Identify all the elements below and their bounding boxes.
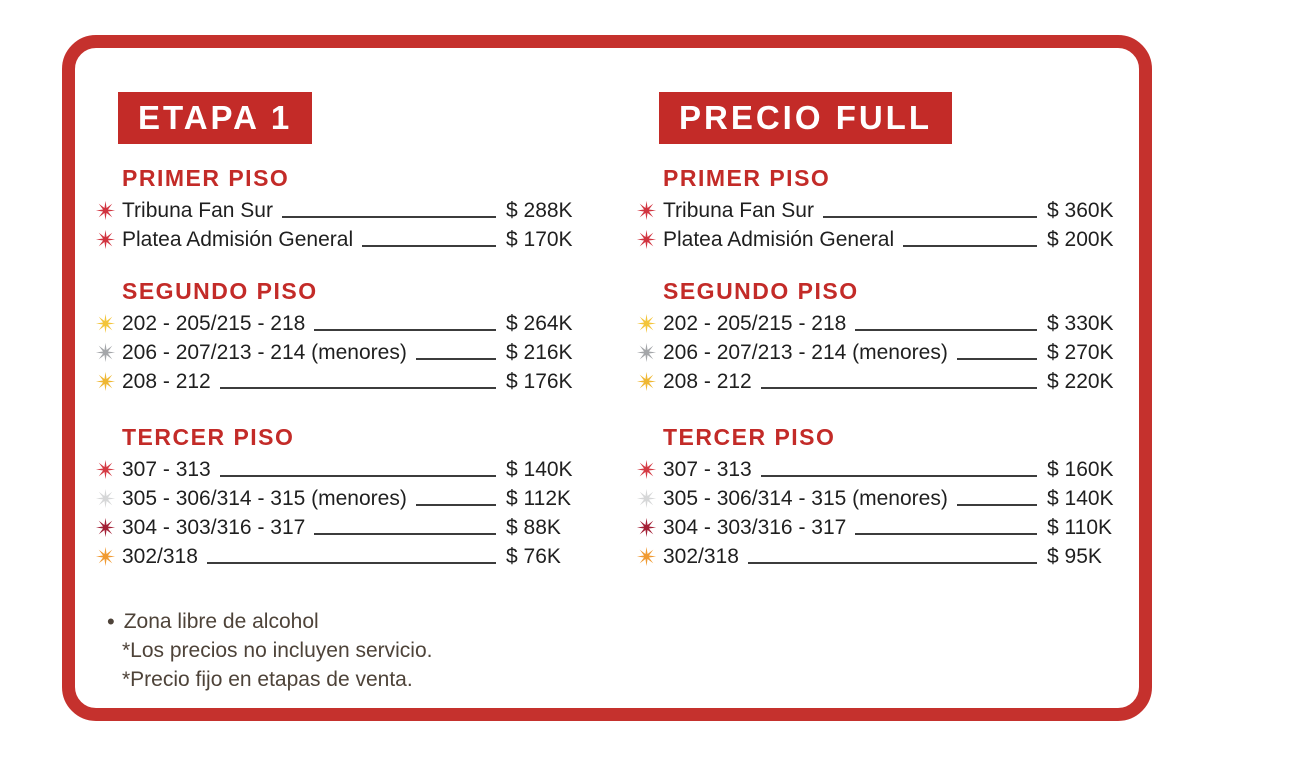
price-value: $ 220K	[1047, 369, 1114, 393]
price-value: $ 110K	[1047, 515, 1112, 539]
footer-line-alcohol	[95, 607, 1139, 636]
zone-star-icon	[636, 342, 657, 363]
price-value: $ 288K	[506, 198, 573, 222]
zone-label: 304 - 303/316 - 317	[122, 515, 306, 539]
section-segundo-piso	[636, 278, 1139, 396]
leader-line	[748, 549, 1037, 564]
price-value: $ 160K	[1047, 457, 1114, 481]
section-title: PRIMER PISO	[122, 165, 290, 191]
price-value: $ 216K	[506, 340, 573, 364]
zone-star-icon	[95, 342, 116, 363]
price-value: $ 76K	[506, 544, 561, 568]
zone-star-icon	[636, 200, 657, 221]
section-title: TERCER PISO	[663, 424, 836, 450]
price-row	[95, 225, 598, 254]
price-value: $ 270K	[1047, 340, 1114, 364]
zone-label: Platea Admisión General	[122, 227, 354, 251]
leader-line	[282, 203, 496, 218]
leader-line	[220, 462, 496, 477]
zone-star-icon	[636, 229, 657, 250]
zone-label: 208 - 212	[663, 369, 752, 393]
price-row	[636, 513, 1139, 542]
zone-label: 208 - 212	[122, 369, 211, 393]
leader-line	[416, 345, 496, 360]
price-card	[62, 35, 1152, 721]
price-value: $ 170K	[506, 227, 573, 251]
zone-star-icon	[636, 488, 657, 509]
price-value: $ 360K	[1047, 198, 1114, 222]
price-value: $ 264K	[506, 311, 573, 335]
column-header-etapa-1: ETAPA 1	[118, 92, 312, 144]
section-tercer-piso	[95, 424, 598, 571]
bullet-dot: •	[107, 609, 115, 634]
zone-star-icon	[95, 229, 116, 250]
price-row	[95, 367, 598, 396]
leader-line	[957, 491, 1037, 506]
footer-line-servicio: *Los precios no incluyen servicio.	[122, 639, 433, 662]
price-value: $ 200K	[1047, 227, 1114, 251]
leader-line	[362, 232, 496, 247]
zone-label: 206 - 207/213 - 214 (menores)	[122, 340, 407, 364]
zone-label: 202 - 205/215 - 218	[122, 311, 306, 335]
zone-star-icon	[95, 371, 116, 392]
leader-line	[855, 316, 1037, 331]
footer-text: Zona libre de alcohol	[123, 610, 319, 633]
price-row	[636, 484, 1139, 513]
leader-line	[314, 316, 496, 331]
section-title: SEGUNDO PISO	[663, 278, 859, 304]
zone-label: 307 - 313	[122, 457, 211, 481]
zone-label: Tribuna Fan Sur	[122, 198, 273, 222]
zone-label: 302/318	[122, 544, 198, 568]
price-row	[95, 338, 598, 367]
price-row	[95, 196, 598, 225]
price-row	[636, 455, 1139, 484]
section-title: PRIMER PISO	[663, 165, 831, 191]
zone-star-icon	[95, 488, 116, 509]
leader-line	[416, 491, 496, 506]
leader-line	[314, 520, 496, 535]
price-row	[95, 513, 598, 542]
leader-line	[823, 203, 1037, 218]
zone-label: 305 - 306/314 - 315 (menores)	[122, 486, 407, 510]
zone-star-icon	[95, 546, 116, 567]
leader-line	[761, 374, 1037, 389]
leader-line	[957, 345, 1037, 360]
zone-star-icon	[636, 459, 657, 480]
section-primer-piso	[636, 165, 1139, 254]
price-value: $ 95K	[1047, 544, 1102, 568]
zone-star-icon	[95, 459, 116, 480]
zone-label: 305 - 306/314 - 315 (menores)	[663, 486, 948, 510]
zone-star-icon	[636, 313, 657, 334]
zone-label: 206 - 207/213 - 214 (menores)	[663, 340, 948, 364]
price-row	[95, 542, 598, 571]
leader-line	[207, 549, 496, 564]
footer-notes	[95, 607, 1139, 694]
section-title: SEGUNDO PISO	[122, 278, 318, 304]
zone-label: 202 - 205/215 - 218	[663, 311, 847, 335]
zone-label: Tribuna Fan Sur	[663, 198, 814, 222]
price-value: $ 140K	[506, 457, 573, 481]
zone-star-icon	[636, 371, 657, 392]
column-precio-full	[636, 92, 1139, 571]
price-value: $ 176K	[506, 369, 573, 393]
price-row	[636, 367, 1139, 396]
leader-line	[855, 520, 1037, 535]
section-title: TERCER PISO	[122, 424, 295, 450]
zone-label: 304 - 303/316 - 317	[663, 515, 847, 539]
footer-line-etapas: *Precio fijo en etapas de venta.	[122, 668, 413, 691]
price-value: $ 112K	[506, 486, 571, 510]
price-row	[95, 484, 598, 513]
zone-star-icon	[95, 200, 116, 221]
section-segundo-piso	[95, 278, 598, 396]
leader-line	[903, 232, 1037, 247]
column-header-precio-full: PRECIO FULL	[659, 92, 952, 144]
section-tercer-piso	[636, 424, 1139, 571]
price-row	[636, 338, 1139, 367]
price-value: $ 330K	[1047, 311, 1114, 335]
price-row	[636, 225, 1139, 254]
price-row	[95, 309, 598, 338]
price-row	[636, 309, 1139, 338]
price-value: $ 140K	[1047, 486, 1114, 510]
price-row	[636, 196, 1139, 225]
zone-star-icon	[95, 517, 116, 538]
zone-label: 307 - 313	[663, 457, 752, 481]
zone-star-icon	[95, 313, 116, 334]
price-row	[636, 542, 1139, 571]
leader-line	[220, 374, 496, 389]
zone-star-icon	[636, 546, 657, 567]
zone-label: 302/318	[663, 544, 739, 568]
section-primer-piso	[95, 165, 598, 254]
leader-line	[761, 462, 1037, 477]
price-value: $ 88K	[506, 515, 561, 539]
zone-label: Platea Admisión General	[663, 227, 895, 251]
zone-star-icon	[636, 517, 657, 538]
price-row	[95, 455, 598, 484]
column-etapa-1	[95, 92, 598, 571]
